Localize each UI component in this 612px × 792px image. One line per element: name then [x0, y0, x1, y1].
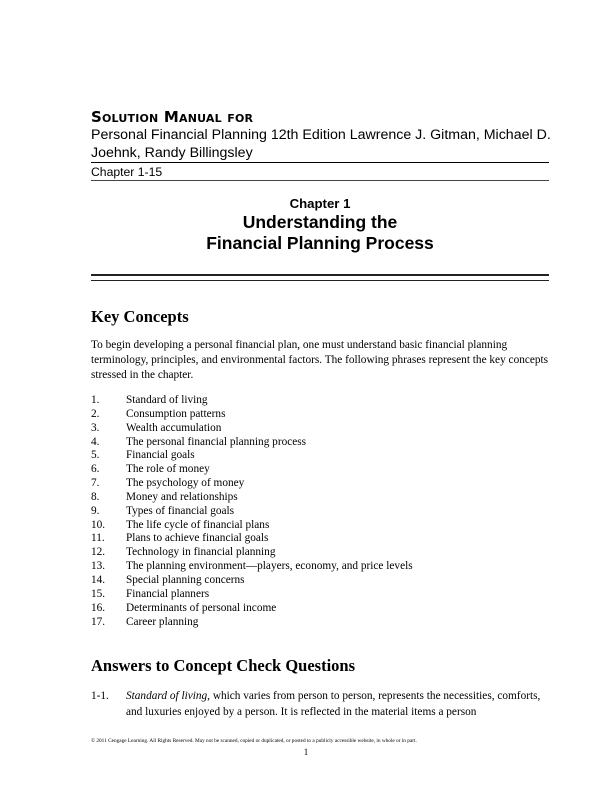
concept-number: 6.	[91, 463, 100, 476]
answer-term: Standard of living,	[126, 690, 210, 702]
chapter-divider-top	[91, 274, 549, 276]
concept-number: 9.	[91, 504, 100, 517]
chapter-divider-bottom	[91, 280, 549, 281]
concept-item	[91, 532, 413, 546]
chapter-range-divider	[91, 180, 549, 181]
concept-item	[91, 519, 413, 533]
chapter-title-line-2: Financial Planning Process	[206, 233, 434, 253]
key-concepts-intro: To begin developing a personal financial plan, one must understand basic financial planning terminology, principles, and environmental factors. The following phrases represent the key concepts stressed in the chapter.	[91, 339, 549, 381]
concept-item	[91, 436, 413, 450]
concept-number: 8.	[91, 490, 100, 503]
concept-text: Special planning concerns	[126, 573, 245, 586]
copyright-footer: © 2011 Cengage Learning. All Rights Reserved. May not be scanned, copied or duplicated, or posted to a publicly accessible website, in whole or in part.	[91, 738, 417, 744]
concept-item	[91, 602, 413, 616]
key-concepts-heading: Key Concepts	[91, 307, 189, 326]
concept-item	[91, 491, 413, 505]
concept-text: Plans to achieve financial goals	[126, 532, 269, 545]
concept-number: 17.	[91, 615, 106, 628]
concept-number: 14.	[91, 573, 106, 586]
concept-text: Types of financial goals	[126, 504, 235, 517]
concept-text: Money and relationships	[126, 490, 238, 503]
concept-item	[91, 449, 413, 463]
concept-text: Standard of living	[126, 394, 208, 406]
concept-number: 13.	[91, 560, 106, 573]
concept-text: Career planning	[126, 615, 199, 628]
concept-item	[91, 408, 413, 422]
answer-text: which varies from person to person, represents the necessities, comforts, and luxuries enjoyed by a person. It is reflected in the material items a person	[126, 690, 541, 718]
concept-text: The role of money	[126, 463, 210, 476]
page-number: 1	[303, 747, 309, 757]
concept-text: The personal financial planning process	[126, 435, 307, 448]
concept-number: 4.	[91, 435, 100, 448]
key-concepts-list	[91, 394, 413, 629]
concept-text: Consumption patterns	[126, 407, 226, 420]
concept-text: Determinants of personal income	[126, 601, 277, 614]
concept-item	[91, 560, 413, 574]
concept-item	[91, 546, 413, 560]
concept-item	[91, 616, 413, 630]
concept-text: Wealth accumulation	[126, 421, 222, 434]
concept-item	[91, 422, 413, 436]
concept-item	[91, 477, 413, 491]
concept-text: The planning environment—players, economy, and price levels	[126, 560, 413, 573]
concept-item	[91, 505, 413, 519]
header-divider	[91, 162, 549, 163]
answers-heading: Answers to Concept Check Questions	[91, 656, 355, 675]
concept-text: The psychology of money	[126, 477, 245, 490]
chapter-title	[91, 212, 549, 254]
concept-item	[91, 574, 413, 588]
answer-item	[91, 689, 551, 720]
concept-text: Technology in financial planning	[126, 546, 276, 559]
chapter-range: Chapter 1-15	[91, 165, 163, 179]
concept-text: Financial planners	[126, 587, 210, 600]
concept-text: The life cycle of financial plans	[126, 518, 270, 531]
concept-number: 3.	[91, 421, 100, 434]
concept-number: 15.	[91, 587, 106, 600]
solution-manual-title: Solution Manual for	[91, 108, 254, 126]
concept-number: 10.	[91, 518, 106, 531]
concept-number: 16.	[91, 601, 106, 614]
concept-number: 5.	[91, 449, 100, 462]
concept-number: 11.	[91, 532, 105, 545]
concept-item	[91, 588, 413, 602]
answer-number: 1-1.	[91, 690, 109, 702]
concept-number: 12.	[91, 546, 106, 559]
concept-item	[91, 463, 413, 477]
concept-number: 1.	[91, 394, 100, 406]
concept-item	[91, 394, 413, 408]
answer-body	[126, 689, 551, 720]
book-citation: Personal Financial Planning 12th Edition Lawrence J. Gitman, Michael D. Joehnk, Randy Billingsley	[91, 127, 551, 161]
chapter-label: Chapter 1	[289, 196, 351, 211]
concept-text: Financial goals	[126, 449, 195, 462]
concept-number: 2.	[91, 407, 100, 420]
chapter-title-line-1: Understanding the	[242, 212, 398, 232]
concept-number: 7.	[91, 477, 100, 490]
